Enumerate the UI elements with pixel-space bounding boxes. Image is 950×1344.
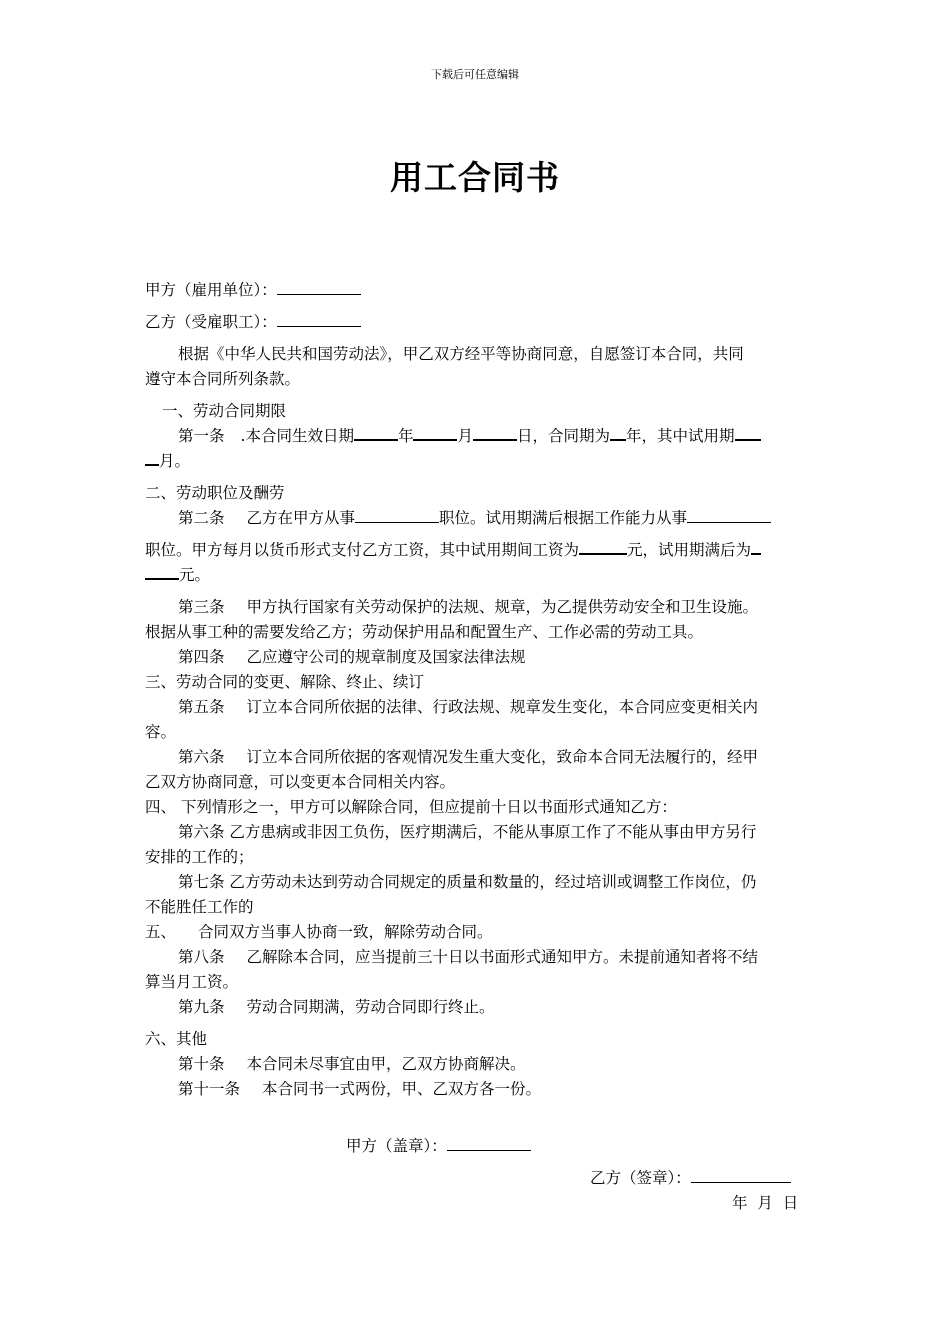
article-4: 第四条 乙应遵守公司的规章制度及国家法律法规	[178, 648, 526, 666]
party-b-line: 乙方（受雇职工）：	[145, 311, 361, 333]
article-8-line-1: 第八条 乙解除本合同，应当提前三十日以书面形式通知甲方。未提前通知者将不结	[178, 948, 759, 966]
section-1-title: 一、劳动合同期限	[162, 402, 287, 420]
preamble-line-2: 遵守本合同所列条款。	[145, 370, 301, 388]
article-5-line-1: 第五条 订立本合同所依据的法律、行政法规、规章发生变化，本合同应变更相关内	[178, 698, 759, 716]
signature-party-a: 甲方（盖章）：	[346, 1135, 531, 1157]
party-b-blank	[277, 312, 361, 327]
preamble-line-1: 根据《中华人民共和国劳动法》，甲乙双方经平等协商同意，自愿签订本合同，共同	[178, 345, 744, 363]
party-a-line: 甲方（雇用单位）：	[145, 279, 361, 301]
section-3-title: 三、劳动合同的变更、解除、终止、续订	[145, 673, 425, 691]
article-5-line-2: 容。	[145, 723, 177, 741]
article-6-line-1: 第六条 订立本合同所依据的客观情况发生重大变化，致命本合同无法履行的，经甲	[178, 748, 759, 766]
article-10: 第十条 本合同未尽事宜由甲，乙双方协商解决。	[178, 1055, 526, 1073]
section-4-title: 四、 下列情形之一，甲方可以解除合同，但应提前十日以书面形式通知乙方：	[145, 798, 677, 816]
article-2-line-2: 职位。甲方每月以货币形式支付乙方工资，其中试用期间工资为 元，试用期满后为	[145, 539, 761, 561]
article-2-line-1: 第二条 乙方在甲方从事 职位。试用期满后根据工作能力从事	[178, 507, 771, 529]
signature-a-blank	[447, 1136, 531, 1151]
article-6b-line-1: 第六条 乙方患病或非因工负伤，医疗期满后，不能从事原工作了不能从事由甲方另行	[178, 823, 757, 841]
article-3-line-1: 第三条 甲方执行国家有关劳动保护的法规、规章，为乙提供劳动安全和卫生设施。	[178, 598, 759, 616]
party-a-blank	[277, 280, 361, 295]
article-11: 第十一条 本合同书一式两份，甲、乙双方各一份。	[178, 1080, 542, 1098]
page-header: 下载后可任意编辑	[431, 68, 519, 81]
article-6b-line-2: 安排的工作的；	[145, 848, 254, 866]
article-7-line-2: 不能胜任工作的	[145, 898, 254, 916]
article-3-line-2: 根据从事工种的需要发给乙方；劳动保护用品和配置生产、工作必需的劳动工具。	[145, 623, 704, 641]
article-8-line-2: 算当月工资。	[145, 973, 239, 991]
section-6-title: 六、其他	[145, 1030, 208, 1048]
document-title: 用工合同书	[390, 158, 560, 197]
article-2-line-3: 元。	[145, 564, 210, 586]
article-1-line-2: 月。	[145, 450, 190, 472]
article-9: 第九条 劳动合同期满，劳动合同即行终止。	[178, 998, 495, 1016]
section-5-title: 五、 合同双方当事人协商一致，解除劳动合同。	[145, 923, 493, 941]
signature-party-b: 乙方（签章）：	[590, 1167, 791, 1189]
article-1-line-1: 第一条 .本合同生效日期 年 月 日，合同期为 年，其中试用期	[178, 425, 761, 447]
section-2-title: 二、劳动职位及酬劳	[145, 484, 285, 502]
signature-b-blank	[691, 1168, 791, 1183]
article-7-line-1: 第七条 乙方劳动未达到劳动合同规定的质量和数量的，经过培训或调整工作岗位，仍	[178, 873, 757, 891]
date-line: 年 月 日	[732, 1194, 799, 1212]
article-6-line-2: 乙双方协商同意，可以变更本合同相关内容。	[145, 773, 456, 791]
